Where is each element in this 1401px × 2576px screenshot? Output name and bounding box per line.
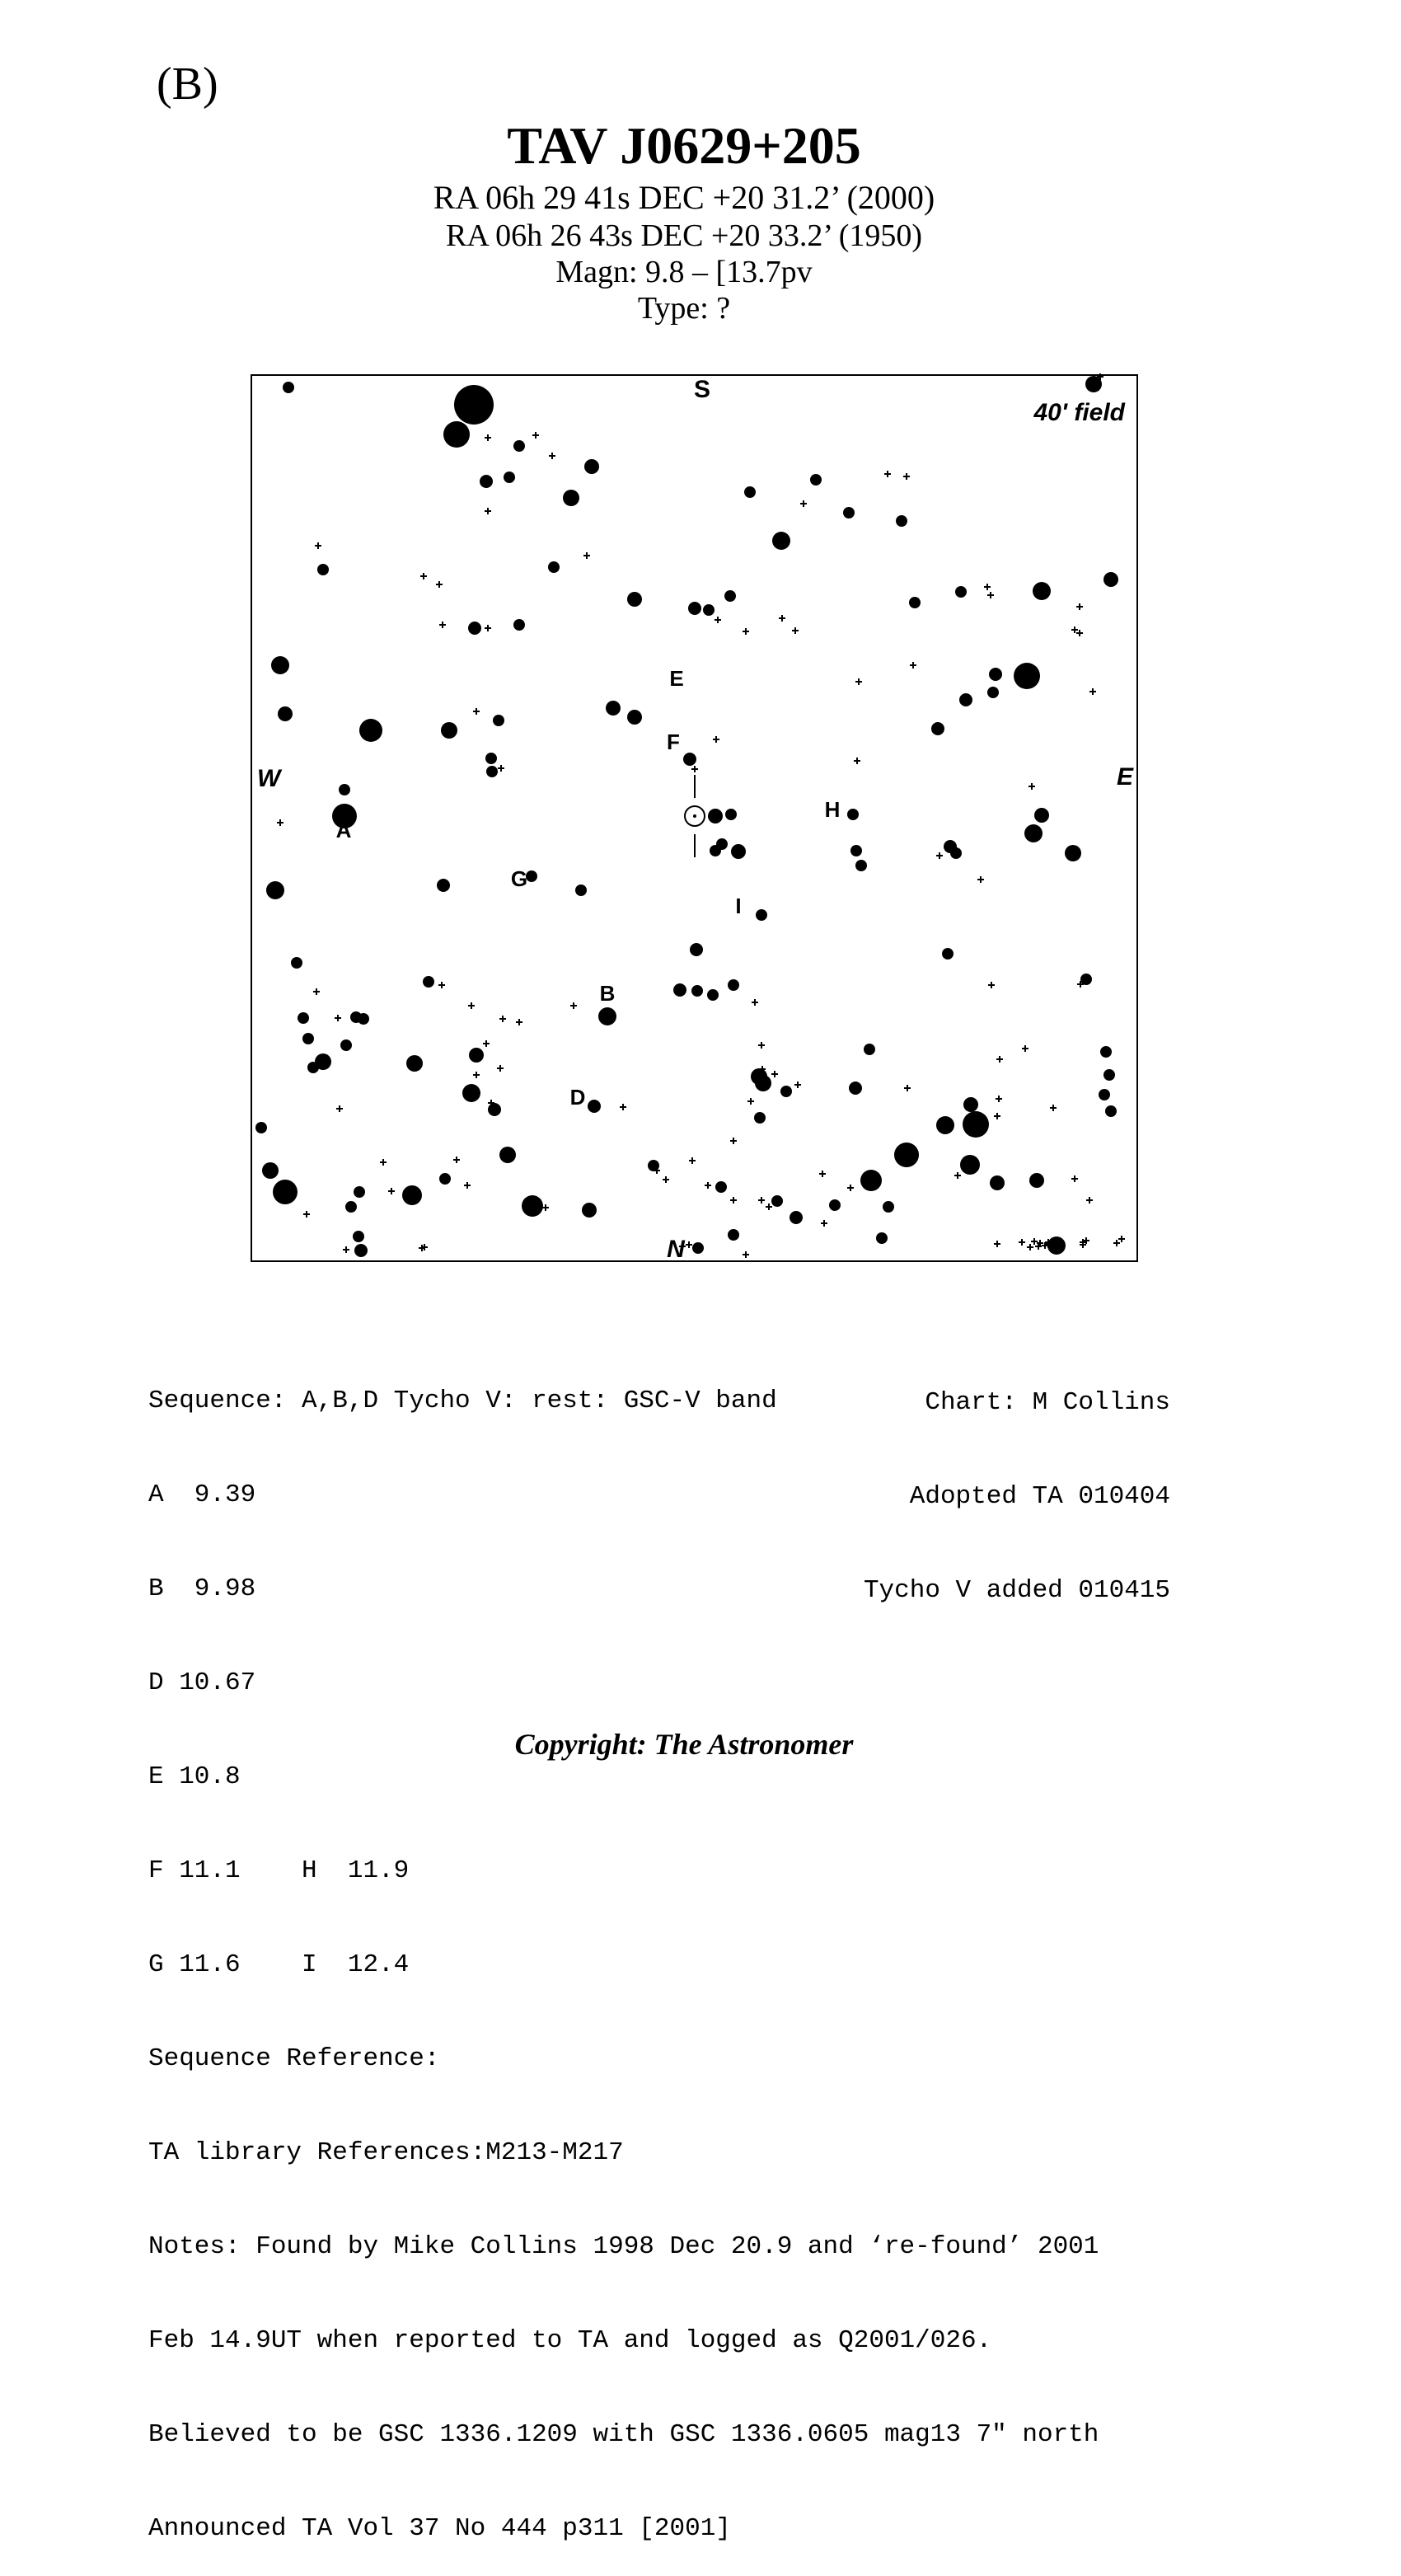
star (894, 1143, 919, 1167)
star (1047, 1236, 1066, 1255)
star-label-b: B (599, 981, 616, 1006)
credits-block (808, 1325, 1170, 1638)
faint-star (336, 1105, 343, 1112)
star (627, 710, 642, 725)
faint-star (1076, 603, 1083, 610)
star (486, 766, 498, 777)
star (480, 475, 493, 488)
faint-star (730, 1138, 737, 1144)
star (548, 561, 560, 573)
star (960, 1155, 980, 1175)
star (563, 490, 579, 506)
faint-star (1071, 1175, 1078, 1182)
star (755, 1075, 771, 1091)
star (493, 715, 504, 726)
faint-star (516, 1019, 522, 1025)
star (302, 1033, 314, 1044)
faint-star (705, 1182, 711, 1189)
faint-star (485, 508, 491, 514)
faint-star (715, 617, 721, 623)
faint-star (542, 1204, 549, 1211)
faint-star (884, 471, 891, 477)
star (1080, 974, 1092, 985)
notes-line: Believed to be GSC 1336.1209 with GSC 1336.0605 mag13 7″ north (148, 2420, 1099, 2449)
star (262, 1162, 279, 1179)
faint-star (498, 765, 504, 772)
stars (255, 373, 1125, 1258)
star (810, 474, 822, 486)
faint-star (686, 1241, 692, 1248)
faint-star (499, 1016, 506, 1022)
sequence-row: G 11.6 I 12.4 (148, 1950, 410, 1979)
faint-star (1019, 1239, 1025, 1246)
faint-star (464, 1182, 471, 1189)
faint-star (987, 592, 994, 598)
magnitude-range: Magn: 9.8 – [13.7pv (555, 255, 813, 289)
star (771, 1195, 783, 1207)
faint-star (691, 766, 698, 772)
notes-line: Feb 14.9UT when reported to TA and logged as Q2001/026. (148, 2326, 992, 2355)
faint-star (343, 1246, 349, 1253)
star (1100, 1046, 1112, 1058)
faint-star (988, 982, 995, 988)
faint-star (771, 1071, 778, 1077)
compass-north: N (667, 1236, 685, 1263)
star (883, 1201, 894, 1213)
faint-star (855, 678, 862, 685)
star-label-h: H (824, 797, 841, 822)
faint-star (570, 1002, 577, 1009)
star (744, 486, 756, 498)
star (673, 983, 686, 997)
sequence-heading: Sequence: A,B,D Tycho V: rest: GSC-V band (148, 1387, 777, 1415)
faint-star (984, 584, 991, 590)
chart-credit: Chart: M Collins (925, 1388, 1170, 1417)
star (582, 1203, 597, 1218)
star (849, 1082, 862, 1095)
faint-star (453, 1157, 460, 1163)
star (402, 1185, 422, 1205)
target-marker (685, 775, 705, 857)
star (443, 421, 470, 448)
notes-line: Announced TA Vol 37 No 444 p311 [2001] (148, 2514, 731, 2543)
faint-star (854, 758, 860, 764)
faint-star (583, 552, 590, 559)
star (271, 656, 289, 674)
target-center (693, 814, 696, 818)
star (772, 532, 790, 550)
sequence-reference: Sequence Reference: (148, 2044, 440, 2073)
faint-star (954, 1172, 961, 1179)
star (454, 385, 494, 425)
faint-star (277, 819, 283, 826)
star (439, 1173, 451, 1185)
faint-star (743, 1251, 749, 1258)
star (896, 515, 907, 527)
star (724, 590, 736, 602)
star (690, 943, 703, 956)
star (708, 809, 723, 823)
faint-star (497, 1065, 504, 1072)
star (255, 1122, 267, 1133)
star-label-d: D (569, 1085, 586, 1110)
star (829, 1199, 841, 1211)
star (627, 592, 642, 607)
star-field (247, 371, 1146, 1269)
faint-star (420, 573, 427, 579)
star (358, 1013, 369, 1025)
faint-star (313, 988, 320, 995)
chart-frame (251, 375, 1137, 1261)
faint-star (800, 500, 807, 507)
faint-star (335, 1015, 341, 1021)
faint-star (663, 1176, 669, 1183)
star (963, 1097, 978, 1112)
faint-star (977, 876, 984, 883)
star (876, 1232, 888, 1244)
star (1024, 824, 1043, 842)
variable-type: Type: ? (637, 291, 731, 326)
star (468, 622, 481, 635)
tycho-date: Tycho V added 010415 (863, 1576, 1170, 1605)
sequence-row: F 11.1 H 11.9 (148, 1856, 410, 1885)
star (1029, 1173, 1044, 1188)
faint-star (821, 1220, 827, 1227)
coordinates-2000: RA 06h 29 41s DEC +20 31.2’ (2000) (433, 179, 935, 216)
compass-west: W (257, 765, 281, 792)
star (909, 597, 921, 608)
star (283, 382, 294, 393)
star (1103, 572, 1118, 587)
copyright: Copyright: The Astronomer (514, 1728, 854, 1761)
notes-line: Notes: Found by Mike Collins 1998 Dec 20.9 and ‘re-found’ 2001 (148, 2232, 1099, 2261)
faint-star (819, 1171, 826, 1177)
star (942, 948, 954, 960)
faint-star (747, 1098, 754, 1105)
star (715, 1181, 727, 1193)
star (340, 1039, 352, 1051)
faint-star (996, 1056, 1003, 1063)
star (354, 1186, 365, 1198)
star (273, 1180, 298, 1204)
star (850, 845, 862, 856)
star (790, 1211, 803, 1224)
star-label-g: G (510, 866, 528, 891)
faint-star (473, 708, 480, 715)
star (575, 884, 587, 896)
star (513, 619, 525, 631)
star (955, 586, 967, 598)
faint-star (439, 622, 446, 628)
star (931, 722, 944, 735)
star (688, 602, 701, 615)
star-label-i: I (735, 894, 742, 918)
faint-star (1071, 626, 1078, 633)
faint-star (1022, 1045, 1028, 1052)
star (728, 1229, 739, 1241)
faint-star (380, 1159, 387, 1166)
faint-star (792, 627, 799, 634)
star (441, 722, 457, 739)
star (683, 753, 696, 766)
compass-south: S (693, 376, 711, 403)
star (504, 472, 515, 483)
faint-star (483, 1040, 490, 1047)
panel-label: (B) (157, 59, 218, 110)
star (728, 979, 739, 991)
star (317, 564, 329, 575)
star (1105, 1105, 1117, 1117)
sequence-row: A 9.39 (148, 1480, 256, 1509)
faint-star (752, 999, 758, 1006)
faint-star (730, 1197, 737, 1204)
faint-star (485, 434, 491, 441)
star (847, 809, 859, 820)
star (437, 879, 450, 892)
star (359, 719, 382, 742)
star (406, 1055, 423, 1072)
star (298, 1012, 309, 1024)
star (423, 976, 434, 988)
star (707, 989, 719, 1001)
faint-star (620, 1104, 626, 1110)
page-title: TAV J0629+205 (507, 116, 861, 175)
sequence-row: E 10.8 (148, 1762, 241, 1791)
star (469, 1048, 484, 1063)
star (950, 847, 962, 859)
star (488, 1103, 501, 1116)
star (1033, 582, 1051, 600)
star (485, 753, 497, 764)
faint-star (904, 1085, 911, 1091)
faint-star (1028, 783, 1035, 790)
star (843, 507, 855, 518)
star (703, 604, 715, 616)
faint-star (532, 432, 539, 439)
faint-star (1031, 1238, 1038, 1245)
faint-star (689, 1157, 696, 1164)
star (522, 1195, 543, 1217)
star (354, 1244, 368, 1257)
faint-star (994, 1241, 1000, 1247)
adopted-date: Adopted TA 010404 (909, 1482, 1170, 1511)
star (936, 1116, 954, 1134)
star (959, 693, 972, 706)
faint-star (1118, 1236, 1125, 1242)
faint-star (485, 625, 491, 631)
star (339, 784, 350, 795)
faint-star (996, 1096, 1002, 1102)
star (266, 881, 284, 899)
star (598, 1007, 616, 1025)
faint-star (758, 1042, 765, 1049)
faint-star (438, 982, 445, 988)
faint-star (903, 473, 910, 480)
library-references: TA library References:M213-M217 (148, 2138, 624, 2167)
faint-star (1113, 1240, 1120, 1246)
faint-star (910, 662, 916, 669)
faint-star (549, 453, 555, 459)
faint-star (794, 1082, 801, 1088)
faint-star (1050, 1105, 1057, 1111)
faint-star (1027, 1244, 1033, 1250)
faint-star (743, 628, 749, 635)
star (588, 1100, 601, 1113)
faint-star (758, 1197, 765, 1204)
faint-star (766, 1204, 772, 1210)
star (1099, 1089, 1110, 1100)
star (989, 668, 1002, 681)
star (353, 1231, 364, 1242)
sequence-row: D 10.67 (148, 1668, 256, 1697)
star (864, 1044, 875, 1055)
star (584, 459, 599, 474)
star (1103, 1069, 1115, 1081)
star (990, 1175, 1005, 1190)
faint-star (994, 1113, 1000, 1119)
coordinates-1950: RA 06h 26 43s DEC +20 33.2’ (1950) (445, 218, 923, 253)
faint-star (303, 1211, 310, 1218)
faint-star (1089, 688, 1096, 695)
star (731, 844, 746, 859)
faint-star (436, 581, 443, 588)
star (780, 1086, 792, 1097)
star (855, 860, 867, 871)
star (291, 957, 302, 969)
star (606, 701, 621, 716)
faint-star (1076, 630, 1083, 636)
star (725, 809, 737, 820)
star (692, 1242, 704, 1254)
star (716, 838, 728, 850)
star-chart (247, 371, 1146, 1269)
star (462, 1084, 480, 1102)
compass-east: E (1117, 763, 1134, 791)
faint-star (315, 542, 321, 549)
faint-star (847, 1185, 854, 1191)
star (860, 1170, 882, 1191)
star (513, 440, 525, 452)
faint-star (713, 736, 719, 743)
field-label: 40' field (1033, 399, 1125, 426)
faint-star (936, 852, 943, 859)
faint-star (388, 1188, 395, 1194)
star (756, 909, 767, 921)
star (691, 985, 703, 997)
sequence-row: B 9.98 (148, 1574, 256, 1603)
star-label-e: E (669, 666, 684, 691)
star (1014, 663, 1040, 689)
star (499, 1147, 516, 1163)
star-label-f: F (667, 730, 680, 754)
faint-star (779, 615, 785, 622)
star (963, 1111, 989, 1138)
star (345, 1201, 357, 1213)
faint-star (473, 1072, 480, 1078)
star (754, 1112, 766, 1124)
faint-star (1086, 1197, 1093, 1204)
faint-star (468, 1002, 475, 1009)
star (1065, 845, 1081, 861)
star-label-a: A (335, 818, 352, 842)
star (1034, 808, 1049, 823)
star (278, 706, 293, 721)
star (307, 1062, 319, 1073)
star (987, 687, 999, 698)
